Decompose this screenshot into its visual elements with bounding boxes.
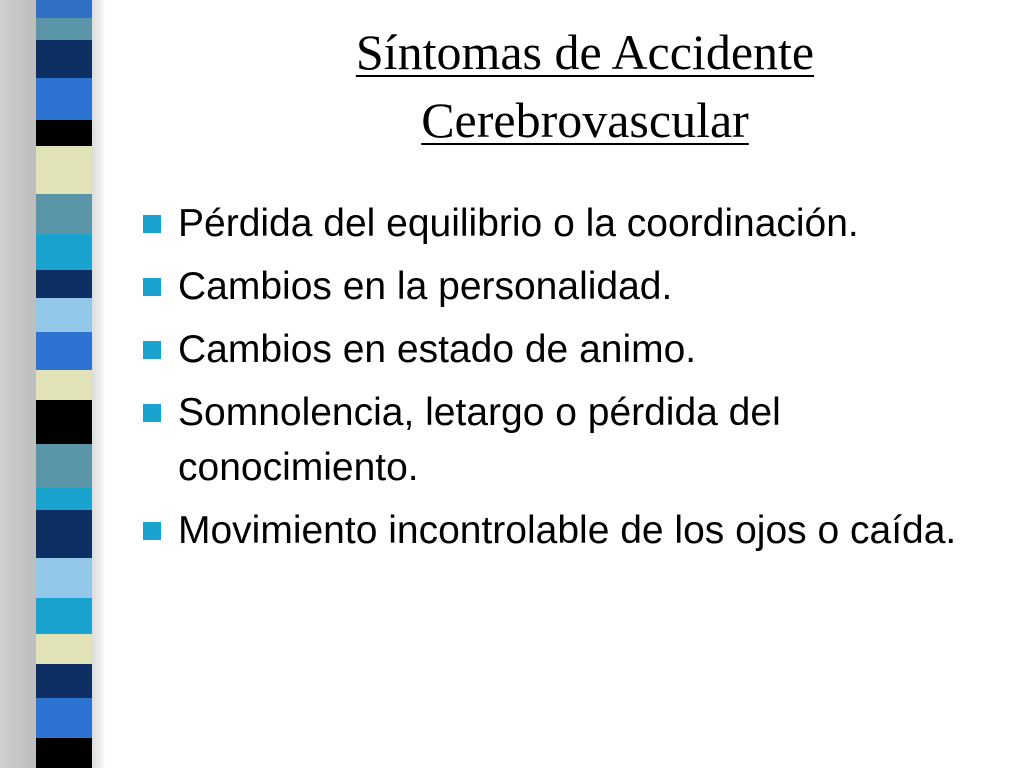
stripe-block — [36, 0, 92, 18]
stripe-pattern — [0, 0, 105, 768]
square-bullet-icon — [143, 341, 161, 359]
stripe-block — [36, 40, 92, 78]
stripe-block — [36, 400, 92, 444]
title-line-1: Síntomas de Accidente — [355, 24, 815, 80]
square-bullet-icon — [143, 215, 161, 233]
stripe-block — [36, 270, 92, 298]
bullet-item — [140, 259, 980, 314]
bullet-item — [140, 503, 980, 558]
square-bullet-icon — [143, 278, 161, 296]
stripe-block — [36, 332, 92, 370]
slide-title — [290, 18, 880, 154]
bullet-text: Cambios en la personalidad. — [178, 265, 673, 308]
bullet-list — [140, 196, 980, 566]
stripe-block — [36, 510, 92, 558]
bullet-item — [140, 322, 980, 377]
stripe-block — [36, 234, 92, 270]
stripe-block — [36, 146, 92, 194]
square-bullet-icon — [143, 404, 161, 422]
bullet-item — [140, 385, 980, 495]
bullet-item — [140, 196, 980, 251]
title-line-2: Cerebrovascular — [421, 92, 749, 148]
stripe-block — [36, 488, 92, 510]
stripe-block — [36, 558, 92, 598]
stripe-block — [36, 738, 92, 768]
stripe-blocks — [36, 0, 92, 768]
stripe-block — [36, 598, 92, 634]
stripe-block — [36, 78, 92, 120]
stripe-block — [36, 298, 92, 332]
stripe-block — [36, 120, 92, 146]
stripe-block — [36, 698, 92, 738]
bullet-text: Somnolencia, letargo o pérdida del conocimiento. — [178, 391, 781, 489]
stripe-block — [36, 664, 92, 698]
stripe-block — [36, 444, 92, 488]
stripe-block — [36, 194, 92, 234]
decorative-stripe-bar — [0, 0, 105, 768]
stripe-block — [36, 18, 92, 40]
stripe-block — [36, 634, 92, 664]
bullet-text: Movimiento incontrolable de los ojos o caída. — [178, 509, 957, 552]
square-bullet-icon — [143, 522, 161, 540]
bullet-text: Pérdida del equilibrio o la coordinación. — [178, 202, 859, 245]
stripe-block — [36, 370, 92, 400]
bullet-text: Cambios en estado de animo. — [178, 328, 697, 371]
